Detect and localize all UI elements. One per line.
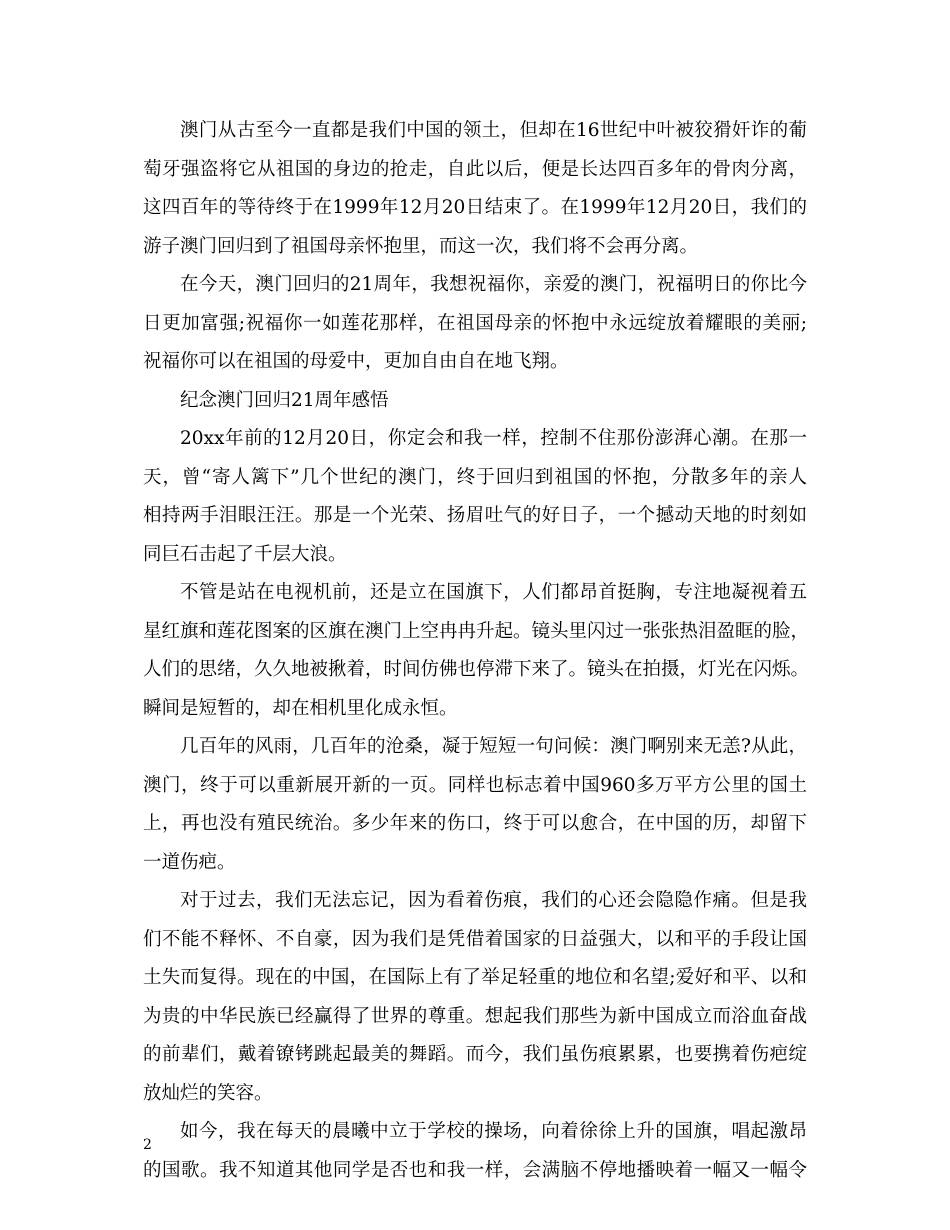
paragraph-8: [143, 1113, 807, 1190]
text-line: 一道伤疤。: [143, 851, 236, 873]
text-line: 天，曾“寄人篱下”几个世纪的澳门，终于回归到祖国的怀抱，分散多年的亲人: [143, 466, 807, 488]
paragraph-7: [143, 882, 807, 1113]
document-body: [143, 112, 810, 1190]
text-line: 20xx年前的12月20日，你定会和我一样，控制不住那份澎湃心潮。在那一: [180, 428, 807, 449]
text-line: 澳门，终于可以重新展开新的一页。同样也标志着中国960多万平方公里的国土: [143, 774, 807, 796]
text-line: 祝福你可以在祖国的母爱中，更加自由自在地飞翔。: [143, 351, 569, 372]
text-line: 人们的思绪，久久地被揪着，时间仿佛也停滞下来了。镜头在拍摄，灯光在闪烁。: [143, 659, 810, 680]
text-line: 星红旗和莲花图案的区旗在澳门上空冉冉升起。镜头里闪过一张张热泪盈眶的脸，: [143, 620, 810, 642]
text-line: 对于过去，我们无法忘记，因为看着伤痕，我们的心还会隐隐作痛。但是我: [180, 890, 807, 911]
text-line: 的前辈们，戴着镣铐跳起最美的舞蹈。而今，我们虽伤痕累累，也要携着伤疤绽: [143, 1044, 807, 1065]
text-line: 的国歌。我不知道其他同学是否也和我一样，会满脑不停地播映着一幅又一幅令: [143, 1159, 807, 1181]
paragraph-2: [143, 266, 807, 382]
text-line: 在今天，澳门回归的21周年，我想祝福你，亲爱的澳门，祝福明日的你比今: [180, 274, 807, 295]
paragraph-1: [143, 112, 807, 266]
text-line: 放灿烂的笑容。: [143, 1082, 273, 1104]
text-line: 们不能不释怀、不自豪，因为我们是凭借着国家的日益强大，以和平的手段让国: [143, 928, 807, 950]
paragraph-4: [143, 420, 807, 574]
text-line: 瞬间是短暂的，却在相机里化成永恒。: [143, 697, 458, 719]
text-line: 几百年的风雨，几百年的沧桑，凝于短短一句问候：澳门啊别来无恙?从此，: [180, 736, 807, 757]
paragraph-6: [143, 728, 807, 882]
text-line: 不管是站在电视机前，还是立在国旗下，人们都昂首挺胸，专注地凝视着五: [180, 582, 807, 603]
text-line: 游子澳门回归到了祖国母亲怀抱里，而这一次，我们将不会再分离。: [143, 235, 699, 257]
paragraph-3-heading: [143, 382, 807, 421]
text-line: 萄牙强盗将它从祖国的身边的抢走，自此以后，便是长达四百多年的骨肉分离，: [143, 158, 807, 180]
text-line: 日更加富强;祝福你一如莲花那样，在祖国母亲的怀抱中永远绽放着耀眼的美丽;: [143, 312, 807, 334]
text-line: 为贵的中华民族已经赢得了世界的尊重。想起我们那些为新中国成立而浴血奋战: [143, 1005, 807, 1027]
paragraph-5: [143, 574, 810, 728]
text-line: 同巨石击起了千层大浪。: [143, 543, 347, 565]
section-heading: 纪念澳门回归21周年感悟: [180, 389, 389, 411]
text-line: 这四百年的等待终于在1999年12月20日结束了。在1999年12月20日，我们的: [143, 197, 807, 218]
text-line: 上，再也没有殖民统治。多少年来的伤口，终于可以愈合，在中国的历，却留下: [143, 813, 807, 834]
page-number: 2: [143, 1137, 152, 1153]
text-line: 如今，我在每天的晨曦中立于学校的操场，向着徐徐上升的国旗，唱起激昂: [180, 1121, 807, 1142]
text-line: 澳门从古至今一直都是我们中国的领土，但却在16世纪中叶被狡猾奸诈的葡: [180, 120, 807, 141]
text-line: 相持两手泪眼汪汪。那是一个光荣、扬眉吐气的好日子，一个撼动天地的时刻如: [143, 505, 807, 526]
text-line: 土失而复得。现在的中国，在国际上有了举足轻重的地位和名望;爱好和平、以和: [143, 967, 807, 988]
